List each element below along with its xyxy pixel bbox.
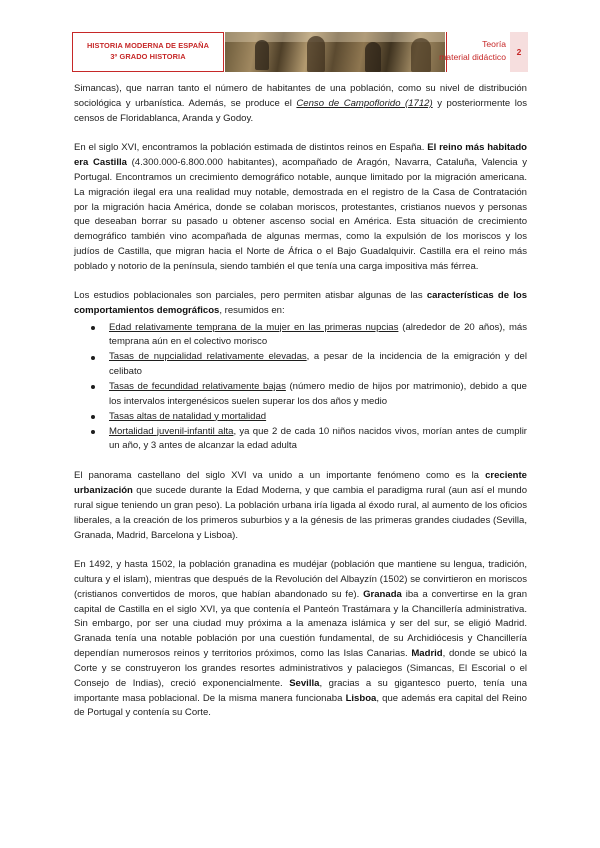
censo-campoflorido-link[interactable]: Censo de Campoflorido (1712): [296, 97, 433, 109]
text-run: (4.300.000-6.800.000 habitantes), acompañado de Aragón, Navarra, Cataluña, Valencia y Portugal. Encontramos un crecimiento demográfico notable, aunque limitado por la migración americana. La migración ilegal era una realidad muy notable, demostrada en el registro de la Casa de Contratación por la migración hacia América, donde se colaban moriscos, protestantes, cristianos nuevos y personas que deseaban borrar su pasado u obtener ascenso social en América. Esta situación de crecimiento demográfico también vino acompañada de algunas mermas, como la expulsión de los moriscos y los judíos de Castilla, que migran hacia el Norte de África o el Bajo Guadalquivir. Castilla era el reino más poblado y notorio de la península, siendo también el que tenía una carga impositiva más férrea.: [74, 156, 527, 272]
text-run: , gracias a su gigantesco puerto, tenía una importante masa poblacional. De la misma manera funcionaba: [74, 677, 528, 704]
list-item: [109, 410, 527, 425]
bold-text: características de los comportamientos demográficos: [74, 290, 527, 317]
text-run: , donde se ubicó la Corte y se construyeron los grandes resortes administrativos y palaciegos (Simancas, El Escorial o el Consejo de Indias), creció exponencialmente.: [74, 648, 527, 689]
bold-text: Granada: [363, 588, 402, 600]
list-item: [109, 321, 527, 351]
text-run: , a pesar de la incidencia de la emigración y del celibato: [109, 351, 527, 378]
text-run: que sucede durante la Edad Moderna, y que cambia el paradigma rural (aun así el mundo rural sigue teniendo un gran peso). La población urbana iría ligada al éxodo rural, al aumento de los oficios liberales, a la creación de los primeros suburbios y a la génesis de las primeras grandes ciudades (Sevilla, Granada, Madrid, Barcelona y Lisboa).: [74, 485, 527, 541]
course-subtitle: 3º GRADO HISTORIA: [110, 52, 186, 61]
text-run: En 1492, y hasta 1502, la población granadina es mudéjar (población que mantiene su lengua, tradición, cultura y el islam), mientras que después de la Revolución del Albayzín (1502) se convirtieron en moriscos (cristianos convertidos de moros, que habían abandonado su fe).: [74, 559, 527, 600]
paragraph-estudios: [74, 289, 527, 319]
underlined-text: Tasas de fecundidad relativamente bajas: [109, 380, 286, 392]
section-subtitle: material didáctico: [439, 52, 506, 62]
bold-text: Lisboa: [345, 692, 377, 704]
underlined-text: Tasas altas de natalidad y mortalidad: [109, 410, 267, 422]
text-run: (número medio de hijos por matrimonio), debido a que los intervalos intergenésicos suelen superar los dos años y medio: [109, 380, 527, 407]
underlined-text: Edad relativamente temprana de la mujer en las primeras nupcias: [109, 321, 399, 333]
text-run: (alrededor de 20 años), más temprana aún en el colectivo morisco: [109, 321, 527, 348]
paragraph-censos: [74, 82, 527, 127]
text-run: El panorama castellano del siglo XVI va unido a un importante fenómeno como es la: [74, 470, 486, 482]
paragraph-siglo-xvi: [74, 141, 527, 275]
bold-text: Madrid: [411, 648, 443, 660]
section-title: Teoría: [482, 39, 506, 49]
text-run: En el siglo XVI, encontramos la población estimada de distintos reinos en España.: [74, 142, 428, 154]
bold-text: Sevilla: [289, 677, 320, 689]
document-body: [74, 82, 527, 736]
bold-text: El reino más habitado era Castilla: [74, 142, 527, 168]
page-header: [72, 32, 527, 74]
text-run: , que además era capital del Reino de Portugal y contenía su Corte.: [74, 692, 527, 719]
underlined-text: Tasas de nupcialidad relativamente elevadas: [109, 351, 307, 363]
underlined-text: Mortalidad juvenil-infantil alta: [109, 425, 234, 437]
list-item: [109, 350, 527, 380]
header-image: [225, 32, 445, 72]
paragraph-ciudades: [74, 558, 527, 721]
text-run: y posteriormente los censos de Floridablanca, Aranda y Godoy.: [74, 97, 527, 124]
bold-text: creciente urbanización: [74, 470, 527, 497]
text-run: Simancas), que narran tanto el número de habitantes de una población, como su nivel de distribución sociológica y urbanística. Además, se produce el: [74, 83, 527, 109]
list-item: [109, 425, 527, 455]
text-run: , ya que 2 de cada 10 niños nacidos vivos, morían antes de cumplir un año, y 3 antes de alcanzar la edad adulta: [109, 425, 527, 452]
section-label: [439, 38, 506, 64]
page-number: 2: [510, 32, 528, 72]
section-box: [439, 32, 528, 72]
paragraph-urbanizacion: [74, 469, 527, 543]
text-run: Los estudios poblacionales son parciales, pero permiten atisbar algunas de las: [74, 290, 427, 302]
demographic-list: [74, 321, 527, 455]
text-run: iba a convertirse en la gran capital de Castilla en el siglo XVI, ya que contenía el Panteón Trastámara y la Chancillería administrativa. Sin embargo, por ser una ciudad muy próxima a la amenaza islámica y ser del sur, se eligió Madrid. Granada tenía una notable población por una cuestión fundamental, de su Archidiócesis y Chancillería dependían numerosos reinos y territorios próximos, como las Islas Canarias.: [74, 588, 527, 660]
course-title: HISTORIA MODERNA DE ESPAÑA: [86, 41, 210, 50]
course-title-box: [72, 32, 224, 72]
text-run: , resumidos en:: [219, 305, 285, 317]
list-item: [109, 380, 527, 410]
